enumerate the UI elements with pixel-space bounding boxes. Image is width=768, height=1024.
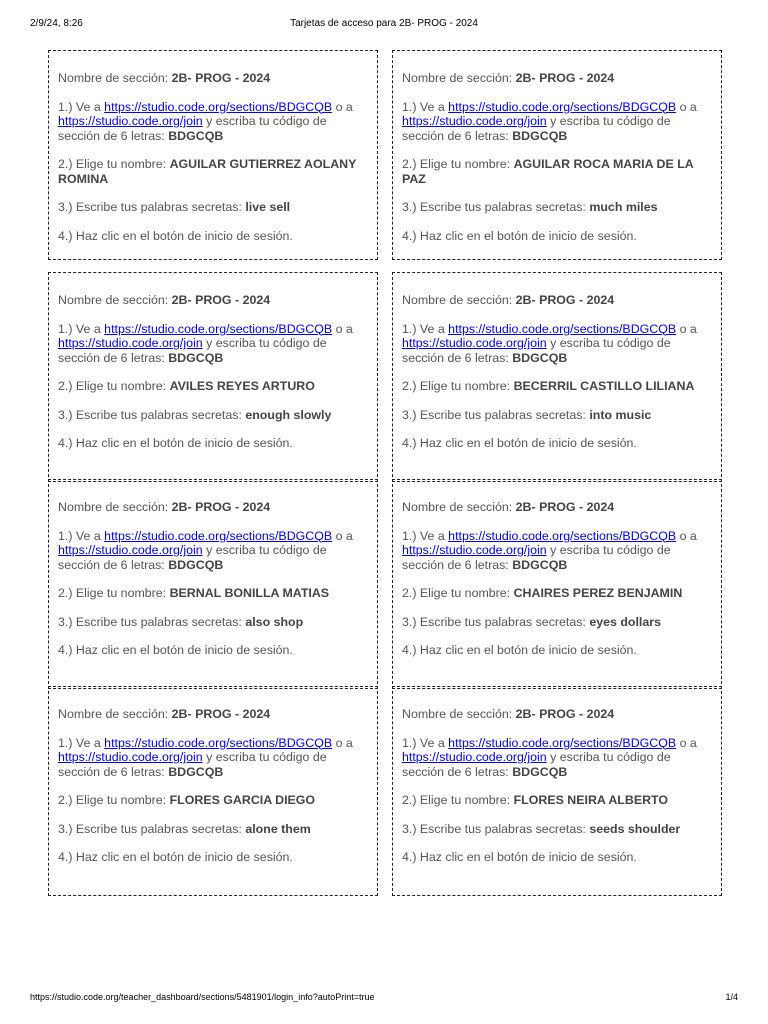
step-3-prefix: 3.) Escribe tus palabras secretas:: [402, 614, 586, 629]
step-4: 4.) Haz clic en el botón de inicio de sesión.: [58, 228, 293, 243]
step-1-prefix: 1.) Ve a: [58, 735, 101, 750]
login-card: [48, 50, 378, 260]
step-1-suffix: y escriba tu código de sección de 6 letras:: [58, 750, 327, 779]
login-card: [392, 50, 722, 260]
join-url-link[interactable]: https://studio.code.org/join: [58, 336, 203, 350]
step-1-or: o a: [335, 528, 353, 543]
step-1-or: o a: [679, 528, 697, 543]
step-1-or: o a: [335, 735, 353, 750]
step-3: [402, 200, 712, 215]
step-3: [58, 408, 368, 423]
section-name-line: [402, 500, 712, 515]
section-code: BDGCQB: [512, 557, 568, 572]
join-url-link[interactable]: https://studio.code.org/join: [58, 543, 203, 557]
step-3-prefix: 3.) Escribe tus palabras secretas:: [402, 407, 586, 422]
step-2-prefix: 2.) Elige tu nombre:: [58, 379, 167, 393]
section-code: BDGCQB: [168, 350, 224, 365]
step-2-prefix: 2.) Elige tu nombre:: [58, 793, 167, 807]
section-name-label: Nombre de sección:: [402, 707, 513, 721]
step-1-or: o a: [679, 99, 697, 114]
step-3: [58, 822, 368, 837]
step-1-prefix: 1.) Ve a: [402, 528, 445, 543]
section-name-label: Nombre de sección:: [58, 500, 169, 514]
step-2: [402, 586, 712, 601]
join-url-link[interactable]: https://studio.code.org/join: [58, 114, 203, 128]
section-url-link[interactable]: https://studio.code.org/sections/BDGCQB: [104, 321, 333, 336]
step-3-prefix: 3.) Escribe tus palabras secretas:: [58, 200, 242, 214]
step-4: 4.) Haz clic en el botón de inicio de sesión.: [58, 643, 293, 657]
section-url-link[interactable]: https://studio.code.org/sections/BDGCQB: [448, 528, 677, 543]
section-code: BDGCQB: [512, 350, 568, 365]
step-1: [402, 529, 712, 573]
section-name-label: Nombre de sección:: [58, 71, 169, 85]
document-title: Tarjetas de acceso para 2B- PROG - 2024: [290, 18, 478, 29]
step-3: [402, 615, 712, 630]
login-card: [392, 479, 722, 689]
step-2: [58, 157, 368, 186]
step-1-suffix: y escriba tu código de sección de 6 letras:: [402, 543, 671, 572]
step-3-prefix: 3.) Escribe tus palabras secretas:: [58, 614, 242, 629]
join-url-link[interactable]: https://studio.code.org/join: [58, 750, 203, 764]
step-3: [402, 408, 712, 423]
section-name-label: Nombre de sección:: [58, 707, 169, 721]
student-name: FLORES GARCIA DIEGO: [169, 793, 316, 807]
secret-words: also shop: [245, 614, 304, 629]
section-name-value: 2B- PROG - 2024: [171, 71, 271, 85]
step-1-or: o a: [679, 321, 697, 336]
student-name: AGUILAR ROCA MARIA DE LA PAZ: [402, 157, 694, 186]
step-2: [402, 379, 712, 394]
step-2: [58, 586, 368, 601]
secret-words: into music: [589, 407, 652, 422]
step-1-prefix: 1.) Ve a: [58, 99, 101, 114]
step-3: [58, 200, 368, 215]
step-1: [58, 322, 368, 366]
step-2-prefix: 2.) Elige tu nombre:: [58, 157, 167, 171]
step-2-prefix: 2.) Elige tu nombre:: [402, 793, 511, 807]
section-code: BDGCQB: [168, 128, 224, 143]
step-2-prefix: 2.) Elige tu nombre:: [402, 157, 511, 171]
step-4: 4.) Haz clic en el botón de inicio de sesión.: [402, 643, 637, 657]
section-name-label: Nombre de sección:: [58, 293, 169, 307]
section-url-link[interactable]: https://studio.code.org/sections/BDGCQB: [104, 99, 333, 114]
step-1-or: o a: [335, 99, 353, 114]
step-4: 4.) Haz clic en el botón de inicio de sesión.: [402, 850, 637, 864]
join-url-link[interactable]: https://studio.code.org/join: [402, 543, 547, 557]
student-name: AVILES REYES ARTURO: [169, 379, 315, 393]
section-name-line: [58, 707, 368, 722]
page-number: 1/4: [725, 992, 738, 1002]
step-1: [58, 736, 368, 780]
step-1-or: o a: [679, 735, 697, 750]
step-1: [402, 736, 712, 780]
section-name-value: 2B- PROG - 2024: [515, 293, 615, 307]
login-card: [48, 479, 378, 689]
section-name-line: [58, 293, 368, 308]
section-name-label: Nombre de sección:: [402, 293, 513, 307]
section-name-value: 2B- PROG - 2024: [171, 500, 271, 514]
section-code: BDGCQB: [512, 128, 568, 143]
step-3: [402, 822, 712, 837]
section-name-label: Nombre de sección:: [402, 500, 513, 514]
step-4: 4.) Haz clic en el botón de inicio de sesión.: [402, 228, 637, 243]
step-3-prefix: 3.) Escribe tus palabras secretas:: [402, 821, 586, 836]
section-url-link[interactable]: https://studio.code.org/sections/BDGCQB: [448, 99, 677, 114]
section-name-value: 2B- PROG - 2024: [171, 293, 271, 307]
step-1-prefix: 1.) Ve a: [58, 321, 101, 336]
step-1-suffix: y escriba tu código de sección de 6 letras:: [402, 336, 671, 365]
section-url-link[interactable]: https://studio.code.org/sections/BDGCQB: [448, 321, 677, 336]
step-1-prefix: 1.) Ve a: [402, 735, 445, 750]
login-card: [392, 272, 722, 482]
step-1-prefix: 1.) Ve a: [402, 99, 445, 114]
step-1-suffix: y escriba tu código de sección de 6 letras:: [58, 336, 327, 365]
print-url: https://studio.code.org/teacher_dashboard/sections/5481901/login_info?autoPrint=true: [30, 992, 375, 1002]
step-1: [58, 100, 368, 144]
section-code: BDGCQB: [168, 764, 224, 779]
secret-words: enough slowly: [245, 407, 332, 422]
step-4: 4.) Haz clic en el botón de inicio de sesión.: [402, 436, 637, 450]
step-2-prefix: 2.) Elige tu nombre:: [58, 586, 167, 600]
section-name-value: 2B- PROG - 2024: [515, 71, 615, 85]
step-1-prefix: 1.) Ve a: [402, 321, 445, 336]
step-3-prefix: 3.) Escribe tus palabras secretas:: [58, 821, 242, 836]
step-3-prefix: 3.) Escribe tus palabras secretas:: [402, 200, 586, 214]
section-name-value: 2B- PROG - 2024: [515, 500, 615, 514]
section-url-link[interactable]: https://studio.code.org/sections/BDGCQB: [104, 735, 333, 750]
secret-words: eyes dollars: [589, 614, 661, 629]
section-name-label: Nombre de sección:: [402, 71, 513, 85]
section-name-line: [58, 500, 368, 515]
step-2: [58, 793, 368, 808]
step-2-prefix: 2.) Elige tu nombre:: [402, 379, 511, 393]
section-name-line: [402, 293, 712, 308]
student-name: CHAIRES PEREZ BENJAMIN: [513, 586, 683, 600]
step-1: [58, 529, 368, 573]
print-header: [30, 18, 738, 34]
step-2: [402, 157, 712, 186]
step-2-prefix: 2.) Elige tu nombre:: [402, 586, 511, 600]
section-name-line: [58, 71, 368, 86]
section-name-line: [402, 71, 712, 86]
step-4: 4.) Haz clic en el botón de inicio de sesión.: [58, 436, 293, 450]
section-code: BDGCQB: [512, 764, 568, 779]
login-card: [48, 686, 378, 896]
section-url-link[interactable]: https://studio.code.org/sections/BDGCQB: [104, 528, 333, 543]
secret-words: much miles: [589, 200, 658, 214]
step-1-suffix: y escriba tu código de sección de 6 letras:: [402, 114, 671, 143]
step-1-suffix: y escriba tu código de sección de 6 letras:: [58, 543, 327, 572]
login-card: [392, 686, 722, 896]
student-name: FLORES NEIRA ALBERTO: [513, 793, 669, 807]
step-1: [402, 100, 712, 144]
join-url-link[interactable]: https://studio.code.org/join: [402, 336, 547, 350]
section-name-line: [402, 707, 712, 722]
step-1-suffix: y escriba tu código de sección de 6 letras:: [402, 750, 671, 779]
secret-words: seeds shoulder: [589, 821, 681, 836]
section-url-link[interactable]: https://studio.code.org/sections/BDGCQB: [448, 735, 677, 750]
print-date: 2/9/24, 8:26: [30, 18, 83, 29]
step-1-prefix: 1.) Ve a: [58, 528, 101, 543]
step-3-prefix: 3.) Escribe tus palabras secretas:: [58, 407, 242, 422]
secret-words: alone them: [245, 821, 311, 836]
step-1-suffix: y escriba tu código de sección de 6 letras:: [58, 114, 327, 143]
join-url-link[interactable]: https://studio.code.org/join: [402, 114, 547, 128]
secret-words: live sell: [245, 200, 291, 214]
login-card: [48, 272, 378, 482]
step-4: 4.) Haz clic en el botón de inicio de sesión.: [58, 850, 293, 864]
student-name: BECERRIL CASTILLO LILIANA: [513, 379, 695, 393]
step-1: [402, 322, 712, 366]
section-code: BDGCQB: [168, 557, 224, 572]
join-url-link[interactable]: https://studio.code.org/join: [402, 750, 547, 764]
step-2: [402, 793, 712, 808]
step-3: [58, 615, 368, 630]
section-name-value: 2B- PROG - 2024: [515, 707, 615, 721]
section-name-value: 2B- PROG - 2024: [171, 707, 271, 721]
print-footer: [30, 992, 738, 1008]
student-name: BERNAL BONILLA MATIAS: [169, 586, 330, 600]
step-1-or: o a: [335, 321, 353, 336]
student-name: AGUILAR GUTIERREZ AOLANY ROMINA: [58, 157, 357, 186]
step-2: [58, 379, 368, 394]
